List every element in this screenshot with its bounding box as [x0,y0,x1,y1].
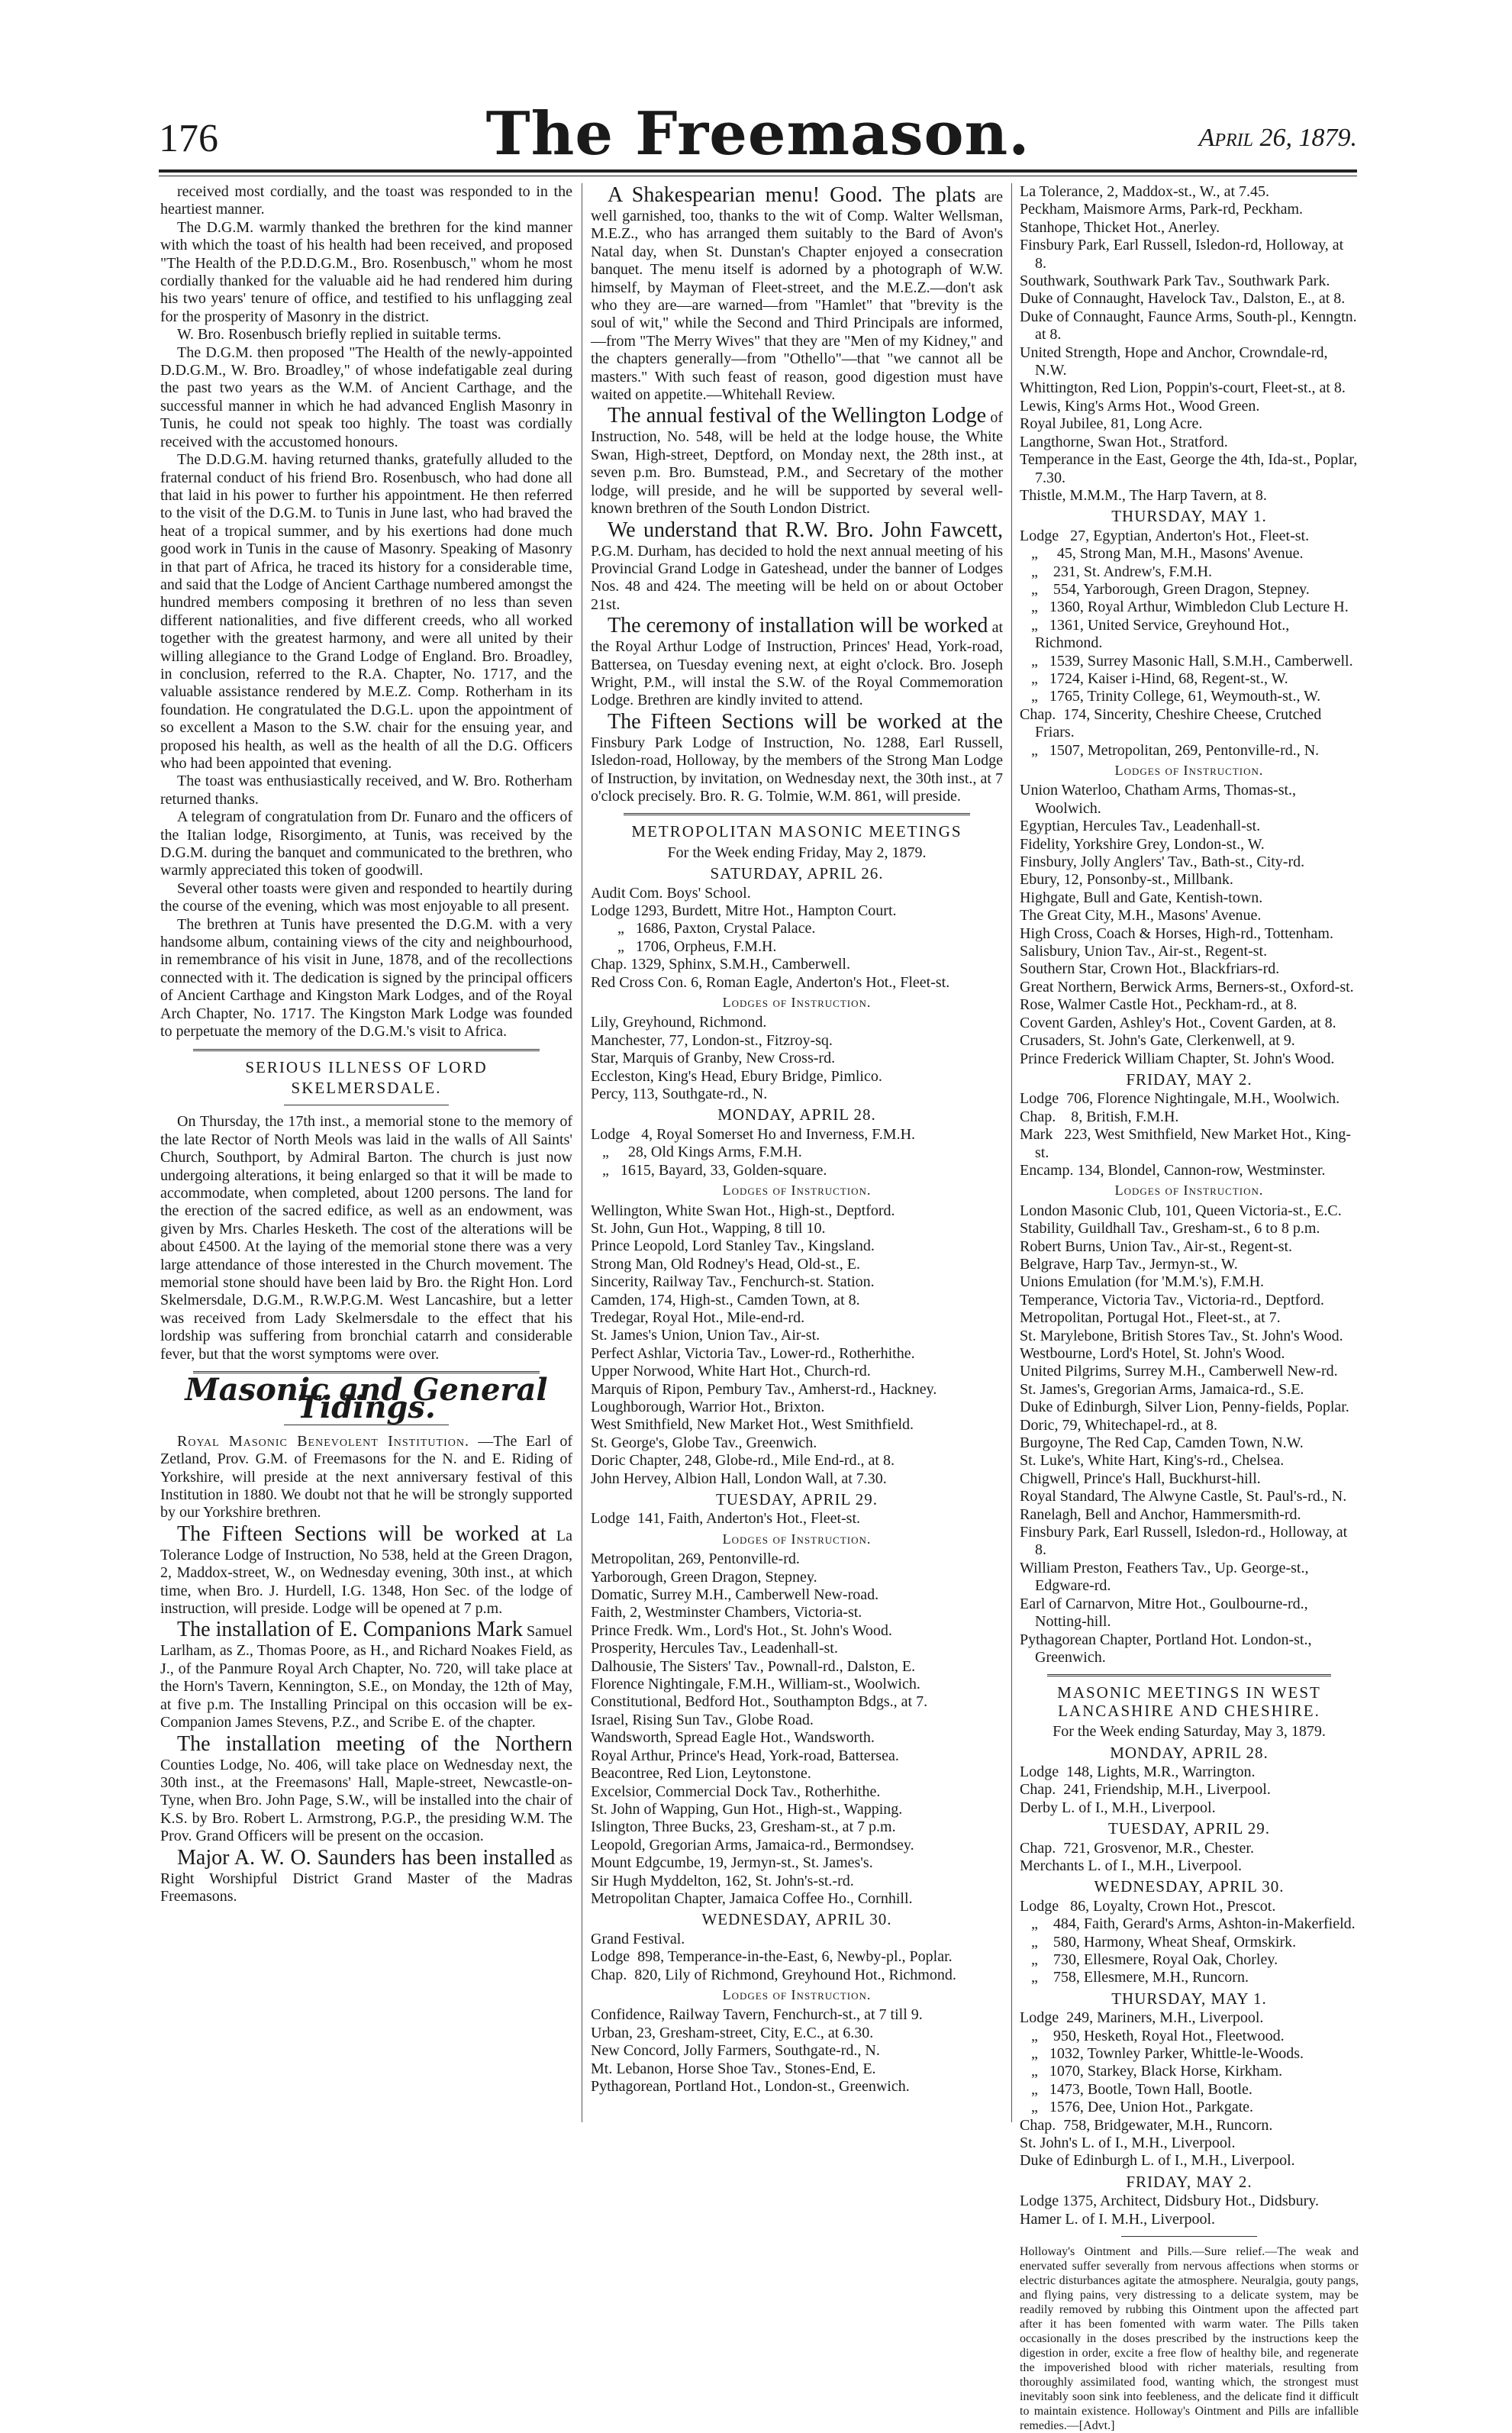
meeting-entry: Chap. 241, Friendship, M.H., Liverpool. [1020,1781,1271,1799]
day-heading: WEDNESDAY, APRIL 30. [1094,1877,1285,1896]
meeting-entry: Strong Man, Old Rodney's Head, Old-st., E. [591,1255,861,1273]
meeting-entry: Lodge 706, Florence Nightingale, M.H., Woolwich. [1020,1090,1340,1108]
meeting-entry: „ 1360, Royal Arthur, Wimbledon Club Lecture H. [1020,599,1349,616]
fifteen-lead: The Fifteen Sections will be worked at the [608,709,1003,734]
illness-heading: SERIOUS ILLNESS OF LORD [245,1057,488,1076]
meeting-entry: La Tolerance, 2, Maddox-st., W., at 7.45. [1020,183,1270,200]
illness-article: On Thursday, the 17th inst., a memorial stone to the memory of the late Rector of North Meols was laid in the walls of All Saints' Church, Southport, by Admiral Barton. The church is just now undergoing alterations, it being enlarged so that it will be made to accommodate, when completed, about 1200 persons. The land for the erection of the sacred edifice, as well as an endowment, was given by Mrs. Charles Hesketh. The cost of the alterations will be about £4500. At the laying of the memorial stone there was a very large attendance of those interested in the Church movement. The memorial stone should have been laid by Bro. the Right Hon. Lord Skelmersdale, D.G.M., R.W.P.G.M. West Lancashire, but a letter was received from Lady Skelmersdale to the effect that his lordship was suffering from bronchial catarrh and considerable fever, but that the worst symptoms were over. [160,1113,572,1363]
meeting-entry: Chigwell, Prince's Hall, Buckhurst-hill. [1020,1470,1261,1487]
meeting-entry: „ 45, Strong Man, M.H., Masons' Avenue. [1020,545,1304,563]
meeting-entry: Southwark, Southwark Park Tav., Southwark Park. [1020,273,1330,290]
day-heading: THURSDAY, MAY 1. [1111,507,1267,526]
meeting-entry: Egyptian, Hercules Tav., Leadenhall-st. [1020,818,1261,835]
article-paragraph: The brethren at Tunis have presented the D.G.M. with a very handsome album, containing views of the city and neighbourhood, in remembrance of his visit in June, 1878, and of the recollections connected with it. The dedication is signed by the principal officers of Ancient Carthage and Kingston Mark Lodges, and of the Royal Arch Chapter, No. 1717. The Kingston Mark Lodge was founded to perpetuate the memory of the D.G.M.'s visit to Africa. [160,915,572,1041]
meeting-entry: Prince Leopold, Lord Stanley Tav., Kingsland. [591,1237,875,1255]
meeting-entry: Robert Burns, Union Tav., Air-st., Regent-st. [1020,1237,1293,1255]
meeting-entry: Burgoyne, The Red Cap, Camden Town, N.W. [1020,1434,1304,1452]
west-lancashire-subheading: For the Week ending Saturday, May 3, 1879. [1053,1723,1326,1741]
meeting-entry: Lodge 1375, Architect, Didsbury Hot., Didsbury. [1020,2193,1319,2210]
meeting-entry: St. John, Gun Hot., Wapping, 8 till 10. [591,1219,826,1237]
meeting-entry: Domatic, Surrey M.H., Camberwell New-road. [591,1586,879,1604]
meeting-entry: New Concord, Jolly Farmers, Southgate-rd., N. [591,2042,880,2060]
meeting-entry: Royal Jubilee, 81, Long Acre. [1020,415,1203,433]
column-divider [1011,183,1012,2122]
day-heading: THURSDAY, MAY 1. [1111,1989,1267,2008]
meeting-entry: Crusaders, St. John's Gate, Clerkenwell, at 9. [1020,1032,1295,1050]
meeting-entry: „ 231, St. Andrew's, F.M.H. [1020,563,1213,580]
meeting-entry: Chap. 820, Lily of Richmond, Greyhound Hot., Richmond. [591,1966,956,1983]
meeting-entry: Ranelagh, Bell and Anchor, Hammersmith-rd. [1020,1505,1301,1523]
meeting-entry: Israel, Rising Sun Tav., Globe Road. [591,1711,814,1728]
fifteen-text: Finsbury Park Lodge of Instruction, No. 1288, Earl Russell, Isledon-road, Holloway, by the members of the Strong Man Lodge of Instruction, by invitation, on Wednesday next, the 30th inst., at 7 o'clock precisely. Bro. R. G. Tolmie, W.M. 861, will preside. [591,734,1003,805]
masthead-rule [159,169,1357,173]
meeting-entry: Manchester, 77, London-st., Fitzroy-sq. [591,1031,833,1049]
article-paragraph: Several other toasts were given and responded to heartily during the course of the evening, which was most enjoyable to all present. [160,879,572,915]
meeting-entry: Camden, 174, High-st., Camden Town, at 8. [591,1291,860,1308]
fawcett-text: P.G.M. Durham, has decided to hold the next annual meeting of his Provincial Grand Lodge in Gateshead, under the banner of Lodges Nos. 48 and 424. The meeting will be held on or about October 21st. [591,542,1003,613]
meeting-list [1020,183,1359,505]
meeting-entry: Finsbury Park, Earl Russell, Isledon-rd, Holloway, at 8. [1020,237,1344,272]
holloway-advert: Holloway's Ointment and Pills.—Sure relief.—The weak and enervated suffer severally from nervous affections when storms or electric disturbances agitate the atmosphere. Neuralgia, gouty pangs, and flying pains, very distressing to a delicate system, may be readily removed by rubbing this Ointment upon the affected part after it has been fomented with warm water. The Pills taken occasionally in the doses prescribed by the instructions keep the digestion in order, excite a free flow of healthy bile, and regenerate the impoverished blood with richer materials, resulting from thoroughly assimilated food, wanting which, the strongest must inevitably soon sink into feebleness, and the delicate find it difficult to maintain existence. Holloway's Ointment and Pills are infallible remedies.—[Advt.] [1020,2245,1359,2433]
meeting-entry: John Hervey, Albion Hall, London Wall, at 7.30. [591,1470,887,1487]
meeting-entry: Mount Edgcumbe, 19, Jermyn-st., St. James's. [591,1854,873,1872]
day-heading: FRIDAY, MAY 2. [1126,1070,1252,1089]
meeting-entry: Westbourne, Lord's Hotel, St. John's Wood. [1020,1345,1285,1362]
day-heading: WEDNESDAY, APRIL 30. [701,1910,892,1929]
day-heading: SATURDAY, APRIL 26. [710,864,884,883]
meeting-entry: Red Cross Con. 6, Roman Eagle, Anderton's Hot., Fleet-st. [591,973,950,991]
meeting-entry: Stability, Guildhall Tav., Gresham-st., 6 to 8 p.m. [1020,1220,1320,1237]
article-paragraph: received most cordially, and the toast was responded to in the heartiest manner. [160,183,572,218]
newspaper-title: The Freemason. [485,99,1030,169]
meeting-entry: Leopold, Gregorian Arms, Jamaica-rd., Bermondsey. [591,1836,914,1854]
meeting-entry: Doric, 79, Whitechapel-rd., at 8. [1020,1416,1217,1434]
meeting-entry: Metropolitan, 269, Pentonville-rd. [591,1550,800,1568]
meeting-entry: Covent Garden, Ashley's Hot., Covent Garden, at 8. [1020,1014,1336,1031]
masthead [159,98,1357,169]
meeting-entry: „ 28, Old Kings Arms, F.M.H. [591,1144,802,1161]
meeting-entry: Sir Hugh Myddelton, 162, St. John's-st.-rd. [591,1872,854,1889]
sections-lead: The Fifteen Sections will be worked at [177,1521,546,1546]
meeting-entry: Constitutional, Bedford Hot., Southampton Bdgs., at 7. [591,1693,928,1711]
meeting-entry: Chap. 8, British, F.M.H. [1020,1108,1179,1125]
meeting-entry: Yarborough, Green Dragon, Stepney. [591,1568,817,1586]
meeting-entry: Percy, 113, Southgate-rd., N. [591,1086,768,1103]
article-paragraph: The toast was enthusiastically received, and W. Bro. Rotherham returned thanks. [160,773,572,808]
meeting-entry: Encamp. 134, Blondel, Cannon-row, Westminster. [1020,1161,1326,1179]
page-number: 176 [159,117,218,160]
meeting-entry: Langthorne, Swan Hot., Stratford. [1020,433,1228,450]
meeting-entry: United Strength, Hope and Anchor, Crowndale-rd, N.W. [1020,344,1328,379]
column-1 [160,183,572,2138]
meeting-list [1020,2009,1359,2170]
meeting-list [591,1550,1003,1908]
meeting-entry: Loughborough, Warrior Hot., Brixton. [591,1398,825,1415]
meeting-entry: „ 484, Faith, Gerard's Arms, Ashton-in-Makerfield. [1020,1915,1356,1933]
meeting-entry: Finsbury, Jolly Anglers' Tav., Bath-st., City-rd. [1020,853,1305,871]
meeting-entry: Lodge 249, Mariners, M.H., Liverpool. [1020,2009,1264,2027]
mark-lead: The installation of E. Companions Mark [177,1618,523,1642]
rmbi-text: —The Earl of Zetland, Prov. G.M. of Freemasons for the N. and E. Riding of Yorkshire, will preside at the next anniversary festival of this Institution in 1880. We doubt not that he will be strongly supported by our Yorkshire brethren. [160,1432,572,1521]
issue-date: April 26, 1879. [1198,124,1357,152]
loi-heading: Lodges of Instruction. [1114,763,1264,778]
meeting-entry: Lodge 86, Loyalty, Crown Hot., Prescot. [1020,1897,1276,1915]
loi-heading: Lodges of Instruction. [722,1531,872,1547]
meeting-entry: Union Waterloo, Chatham Arms, Thomas-st., Woolwich. [1020,782,1297,817]
saunders-lead: Major A. W. O. Saunders has been installed [177,1845,556,1870]
illness-heading-line2: SKELMERSDALE. [291,1078,442,1097]
meeting-list [1020,2193,1359,2228]
northern-item [160,1732,572,1846]
meeting-list [1020,1898,1359,1987]
meeting-entry: Fidelity, Yorkshire Grey, London-st., W. [1020,835,1265,853]
meeting-entry: St. George's, Globe Tav., Greenwich. [591,1434,817,1451]
wellington-text: of Instruction, No. 548, will be held at the lodge house, the White Swan, High-street, Deptford, on Monday next, the 28th inst., at seven p.m. Bro. Bumstead, P.M., and Secretary of the mother lodge, will preside, and he will be supported by several well-known brethren of the South London District. [591,409,1004,518]
meeting-entry: Temperance, Victoria Tav., Victoria-rd., Deptford. [1020,1291,1324,1308]
ceremony-text: at the Royal Arthur Lodge of Instruction, Princes' Head, York-road, Battersea, on Tuesday evening next, at eight o'clock. Bro. Joseph Wright, P.M., will instal the S.W. of the Royal Commemoration Lodge. Brethren are kindly invited to attend. [591,619,1003,709]
meeting-entry: Star, Marquis of Granby, New Cross-rd. [591,1050,836,1067]
article-paragraph: The D.G.M. then proposed "The Health of the newly-appointed D.D.G.M., W. Bro. Broadley," of whose indefatigable zeal during the past two years as the W.M. of Ancient Carthage, and the successful manner in which he had advanced English Masonry in Tunis, he could not speak too highly. The toast was cordially received with the accustomed honours. [160,344,572,450]
west-lancashire-heading: MASONIC MEETINGS IN WEST LANCASHIRE AND CHESHIRE. [1057,1683,1321,1720]
meeting-entry: „ 1706, Orpheus, F.M.H. [591,937,777,955]
section-divider [1047,1674,1332,1676]
meeting-list [591,885,1003,992]
meeting-entry: Chap. 721, Grosvenor, M.R., Chester. [1020,1839,1254,1857]
meeting-entry: „ 1507, Metropolitan, 269, Pentonville-rd., N. [1020,741,1320,759]
meeting-entry: Prince Frederick William Chapter, St. John's Wood. [1020,1050,1335,1067]
meeting-entry: Metropolitan Chapter, Jamaica Coffee Ho., Cornhill. [591,1889,913,1907]
meeting-entry: „ 730, Ellesmere, Royal Oak, Chorley. [1020,1951,1278,1968]
meeting-entry: Southern Star, Crown Hot., Blackfriars-rd. [1020,960,1280,978]
meeting-entry: Royal Arthur, Prince's Head, York-road, Battersea. [591,1747,899,1764]
meeting-entry: Pythagorean Chapter, Portland Hot. London-st., Greenwich. [1020,1631,1312,1666]
meeting-entry: London Masonic Club, 101, Queen Victoria-st., E.C. [1020,1202,1342,1219]
meeting-entry: St. John's L. of I., M.H., Liverpool. [1020,2135,1236,2152]
meeting-entry: Thistle, M.M.M., The Harp Tavern, at 8. [1020,486,1267,504]
meeting-entry: Doric Chapter, 248, Globe-rd., Mile End-rd., at 8. [591,1452,895,1470]
meeting-entry: Beacontree, Red Lion, Leytonstone. [591,1765,811,1783]
meeting-list [1020,528,1359,760]
fawcett-item [591,518,1003,615]
meeting-list [1020,1840,1359,1876]
meeting-list [1020,1763,1359,1817]
meeting-entry: Sincerity, Railway Tav., Fenchurch-st. Station. [591,1273,875,1291]
rmbi-item [160,1433,572,1522]
meeting-entry: Mark 223, West Smithfield, New Market Hot., King-st. [1020,1126,1352,1161]
day-heading: MONDAY, APRIL 28. [1110,1743,1269,1762]
meeting-entry: Florence Nightingale, F.M.H., William-st., Woolwich. [591,1676,920,1693]
meeting-entry: Metropolitan, Portugal Hot., Fleet-st., at 7. [1020,1309,1281,1327]
meeting-entry: „ 1032, Townley Parker, Whittle-le-Woods. [1020,2045,1304,2063]
article-paragraph: W. Bro. Rosenbusch briefly replied in suitable terms. [177,326,501,344]
meeting-entry: Merchants L. of I., M.H., Liverpool. [1020,1857,1243,1874]
meeting-entry: Chap. 1329, Sphinx, S.M.H., Camberwell. [591,956,850,973]
meeting-entry: Eccleston, King's Head, Ebury Bridge, Pimlico. [591,1067,882,1085]
meeting-entry: Lily, Greyhound, Richmond. [591,1014,767,1031]
meeting-entry: „ 1686, Paxton, Crystal Palace. [591,920,816,937]
meeting-entry: Peckham, Maismore Arms, Park-rd, Peckham. [1020,201,1304,218]
meeting-entry: Lodge 4, Royal Somerset Ho and Inverness, F.M.H. [591,1125,916,1143]
meeting-list [591,1014,1003,1103]
meeting-entry: Tredegar, Royal Hot., Mile-end-rd. [591,1308,805,1326]
meeting-entry: Duke of Edinburgh, Silver Lion, Penny-fields, Poplar. [1020,1399,1349,1416]
section-divider [193,1049,540,1051]
northern-text: Counties Lodge, No. 406, will take place on Wednesday next, the 30th inst., at the Freemasons' Hall, Maple-street, Newcastle-on-Tyne, when Bro. John Page, S.W., will be installed into the chair of K.S. by Bro. Robert L. Armstrong, P.G.P., the presiding W.M. The Prov. Grand Officers will be present on the occasion. [160,1756,572,1845]
meeting-entry: Faith, 2, Westminster Chambers, Victoria-st. [591,1604,862,1621]
meeting-entry: Pythagorean, Portland Hot., London-st., Greenwich. [591,2078,910,2095]
meeting-entry: Marquis of Ripon, Pembury Tav., Amherst-rd., Hackney. [591,1380,937,1398]
meeting-entry: „ 1070, Starkey, Black Horse, Kirkham. [1020,2063,1283,2080]
meeting-entry: Dalhousie, The Sisters' Tav., Pownall-rd., Dalston, E. [591,1657,916,1675]
meeting-entry: Chap. 758, Bridgewater, M.H., Runcorn. [1020,2116,1273,2134]
meeting-entry: High Cross, Coach & Horses, High-rd., Tottenham. [1020,924,1333,942]
meeting-list [591,2006,1003,2096]
article-paragraph: A telegram of congratulation from Dr. Funaro and the officers of the Italian lodge, Risorgimento, at Tunis, was received by the D.G.M. during the banquet and communicated to the brethren, who warmly appreciated this token of goodwill. [160,808,572,879]
meeting-entry: Stanhope, Thicket Hot., Anerley. [1020,218,1220,236]
menu-text: are well garnished, too, thanks to the wit of Comp. Walter Wellsman, M.E.Z., who has arranged them suitably to the Bard of Avon's Natal day, when St. Dunstan's Chapter enjoyed a consecration banquet. The menu itself is adorned by a photograph of W.W. himself, by Mayman of Fleet-street, and the M.E.Z.—don't ask who they are—are warned—from "Hamlet" that "brevity is the soul of wit," while the Second and Third Principals are informed,—from "The Merry Wives" that they are "Men of my Kidney," and the chapters generally—from "Othello"—that "we cannot all be masters." With such feast of reason, good digestion must have waited on appetite.—Whitehall Review. [591,189,1004,404]
northern-lead: The installation meeting of the Northern [177,1731,572,1756]
meeting-entry: The Great City, M.H., Masons' Avenue. [1020,907,1262,924]
meeting-entry: Derby L. of I., M.H., Liverpool. [1020,1799,1216,1816]
loi-heading: Lodges of Instruction. [1114,1183,1264,1199]
meeting-entry: Excelsior, Commercial Dock Tav., Rotherhithe. [591,1783,881,1800]
meeting-entry: United Pilgrims, Surrey M.H., Camberwell New-rd. [1020,1363,1338,1380]
day-heading: TUESDAY, APRIL 29. [1107,1819,1271,1838]
column-2 [591,183,1003,2138]
meeting-entry: „ 1361, United Service, Greyhound Hot., Richmond. [1020,616,1290,652]
meeting-entry: West Smithfield, New Market Hot., West Smithfield. [591,1416,914,1434]
meeting-entry: Ebury, 12, Ponsonby-st., Millbank. [1020,871,1233,889]
meeting-list [1020,1090,1359,1179]
meeting-entry: William Preston, Feathers Tav., Up. George-st., Edgware-rd. [1020,1559,1309,1595]
meeting-entry: „ 1576, Dee, Union Hot., Parkgate. [1020,2099,1254,2116]
ceremony-item [591,614,1003,710]
ceremony-lead: The ceremony of installation will be worked [608,614,988,638]
article-paragraph: The D.G.M. warmly thanked the brethren for the kind manner with which the toast of his health had been received, and proposed "The Health of the P.D.D.G.M., Bro. Rosenbusch," whom he most cordially thanked for the valuable aid he had rendered him during his two years' tenure of office, and testified to his unflagging zeal for the prosperity of Masonry in the district. [160,218,572,325]
meeting-entry: „ 1724, Kaiser i-Hind, 68, Regent-st., W. [1020,670,1288,687]
meeting-list [591,1202,1003,1489]
wellington-item [591,404,1003,518]
tidings-heading: Masonic and General Tidings. [185,1372,548,1426]
meeting-entry: „ 950, Hesketh, Royal Hot., Fleetwood. [1020,2027,1285,2044]
day-heading: TUESDAY, APRIL 29. [715,1490,879,1509]
meeting-entry: Mt. Lebanon, Horse Shoe Tav., Stones-End, E. [591,2060,876,2077]
fifteen-item [591,710,1003,806]
section-divider [1121,2236,1257,2237]
meeting-entry: Audit Com. Boys' School. [591,884,751,902]
sections-text: La Tolerance Lodge of Instruction, No 538, held at the Green Dragon, 2, Maddox-street, W., on Wednesday evening, 30th inst., at which time, when Bro. J. Hurdell, I.G. 1348, Hon Sec. of the lodge of instruction, will preside. Lodge will be opened at 7 p.m. [160,1527,573,1618]
meeting-entry: „ 758, Ellesmere, M.H., Runcorn. [1020,1969,1249,1986]
meeting-entry: „ 1765, Trinity College, 61, Weymouth-st., W. [1020,688,1321,705]
meeting-entry: Duke of Edinburgh L. of I., M.H., Liverpool. [1020,2152,1295,2170]
column-3 [1020,183,1359,2433]
meeting-entry: St. James's, Gregorian Arms, Jamaica-rd., S.E. [1020,1380,1304,1398]
meeting-entry: Great Northern, Berwick Arms, Berners-st., Oxford-st. [1020,978,1354,995]
meeting-entry: Earl of Carnarvon, Mitre Hot., Goulbourne-rd., Notting-hill. [1020,1595,1308,1631]
menu-item [591,183,1003,404]
meeting-entry: Lodge 141, Faith, Anderton's Hot., Fleet-st. [591,1510,861,1528]
meetings-subheading: For the Week ending Friday, May 2, 1879. [667,844,927,861]
meeting-entry: Unions Emulation (for 'M.M.'s), F.M.H. [1020,1273,1265,1291]
loi-heading: Lodges of Instruction. [722,995,872,1011]
meeting-entry: Wandsworth, Spread Eagle Hot., Wandsworth. [591,1729,875,1747]
saunders-text: as Right Worshipful District Grand Master of the Madras Freemasons. [160,1851,573,1905]
rmbi-lead: Royal Masonic Benevolent Institution. [177,1432,469,1450]
meeting-list [591,1510,1003,1528]
meeting-entry: Islington, Three Bucks, 23, Gresham-st., at 7 p.m. [591,1818,896,1836]
meeting-entry: St. Marylebone, British Stores Tav., St. John's Wood. [1020,1327,1343,1344]
meeting-entry: Salisbury, Union Tav., Air-st., Regent-st. [1020,943,1268,960]
meeting-entry: St. John of Wapping, Gun Hot., High-st., Wapping. [591,1800,903,1818]
meeting-entry: Lodge 898, Temperance-in-the-East, 6, Newby-pl., Poplar. [591,1948,953,1966]
wellington-lead: The annual festival of the Wellington Lodge [608,404,987,428]
meeting-entry: Lodge 27, Egyptian, Anderton's Hot., Fleet-st. [1020,527,1310,544]
mark-text: Samuel Larlham, as Z., Thomas Poore, as H., and Richard Noakes Field, as J., of the Panmure Royal Arch Chapter, No. 720, will take place at the Horn's Tavern, Kennington, S.E., on Monday, the 12th of May, at five p.m. The Installing Principal on this occasion will be ex-Companion James Stevens, P.Z., and Scribe E. of the chapter. [160,1623,573,1731]
meeting-entry: St. Luke's, White Hart, King's-rd., Chelsea. [1020,1452,1285,1470]
meeting-entry: Chap. 174, Sincerity, Cheshire Cheese, Crutched Friars. [1020,705,1322,741]
meeting-entry: Prosperity, Hercules Tav., Leadenhall-st. [591,1640,838,1657]
loi-heading: Lodges of Instruction. [722,1183,872,1199]
meeting-entry: Urban, 23, Gresham-street, City, E.C., at 6.30. [591,2024,874,2041]
meeting-entry: Rose, Walmer Castle Hot., Peckham-rd., at 8. [1020,996,1298,1014]
meeting-entry: „ 1615, Bayard, 33, Golden-square. [591,1161,827,1179]
meeting-entry: Hamer L. of I. M.H., Liverpool. [1020,2210,1216,2228]
day-heading: MONDAY, APRIL 28. [717,1105,876,1125]
meeting-list [1020,1202,1359,1667]
meeting-entry: „ 580, Harmony, Wheat Sheaf, Ormskirk. [1020,1933,1297,1951]
meeting-entry: Duke of Connaught, Havelock Tav., Dalston, E., at 8. [1020,290,1346,308]
loi-heading: Lodges of Instruction. [722,1986,872,2002]
meeting-entry: St. James's Union, Union Tav., Air-st. [591,1327,820,1344]
meeting-list [591,1126,1003,1179]
meeting-entry: Finsbury Park, Earl Russell, Isledon-rd., Holloway, at 8. [1020,1524,1348,1559]
meeting-list [1020,782,1359,1068]
day-heading: FRIDAY, MAY 2. [1126,2172,1252,2191]
meeting-entry: Grand Festival. [591,1930,685,1947]
menu-lead: A Shakespearian menu! Good. The plats [608,183,976,207]
meeting-entry: Wellington, White Swan Hot., High-st., Deptford. [591,1202,895,1219]
meeting-list [591,1931,1003,1984]
meeting-entry: Lewis, King's Arms Hot., Wood Green. [1020,397,1260,415]
section-divider [624,813,970,815]
meeting-entry: Upper Norwood, White Hart Hot., Church-rd. [591,1363,871,1380]
meeting-entry: „ 554, Yarborough, Green Dragon, Stepney. [1020,580,1310,598]
meeting-entry: Temperance in the East, George the 4th, Ida-st., Poplar, 7.30. [1020,451,1358,486]
saunders-item [160,1846,572,1906]
meeting-entry: „ 1473, Bootle, Town Hall, Bootle. [1020,2080,1252,2098]
meeting-entry: Perfect Ashlar, Victoria Tav., Lower-rd., Rotherhithe. [591,1344,915,1362]
meeting-entry: Whittington, Red Lion, Poppin's-court, Fleet-st., at 8. [1020,379,1346,397]
meeting-entry: Confidence, Railway Tavern, Fenchurch-st., at 7 till 9. [591,2006,923,2024]
meeting-entry: Duke of Connaught, Faunce Arms, South-pl., Kenngtn. at 8. [1020,308,1357,344]
meetings-heading: METROPOLITAN MASONIC MEETINGS [631,822,962,841]
mark-item [160,1618,572,1731]
meeting-entry: „ 1539, Surrey Masonic Hall, S.M.H., Camberwell. [1020,652,1353,670]
tunis-report [160,183,572,1041]
meeting-entry: Lodge 148, Lights, M.R., Warrington. [1020,1763,1256,1780]
meeting-entry: Royal Standard, The Alwyne Castle, St. Paul's-rd., N. [1020,1488,1347,1505]
sections-item [160,1522,572,1618]
article-paragraph: The D.D.G.M. having returned thanks, gratefully alluded to the fraternal conduct of his friend Bro. Rosenbusch, who had done all that laid in his power to further his appointment. He then referred to the visit of the D.G.M. to Tunis in June last, who had braved the heat of a tropical summer, and by his exertions had done much good work in Tunis in the cause of Masonry. Speaking of Masonry in that part of Africa, he traced its history for a considerable time, and said that the Lodge of Ancient Carthage numbered amongst the hundred members composing it brethren of no less than seven different nationalities, and five different creeds, who all worked together with the greatest harmony, and were all united by their willing allegiance to the Grand Lodge of England. Bro. Broadley, in conclusion, referred to the R.A. Chapter, No. 1717, and the valuable assistance rendered by M.E.Z. Comp. Rotherham in its foundation. He congratulated the D.G.L. upon the appointment of so excellent a Mason to the S.W. chair for the ensuing year, and proposed his health, as well as the health of all the D.G. Officers who had been appointed that evening. [160,451,572,772]
fawcett-lead: We understand that R.W. Bro. John Fawcett, [608,518,1003,542]
meeting-entry: Lodge 1293, Burdett, Mitre Hot., Hampton Court. [591,902,897,919]
meeting-entry: Belgrave, Harp Tav., Jermyn-st., W. [1020,1255,1238,1273]
meeting-entry: Highgate, Bull and Gate, Kentish-town. [1020,889,1263,906]
meeting-entry: Prince Fredk. Wm., Lord's Hot., St. John's Wood. [591,1621,892,1639]
